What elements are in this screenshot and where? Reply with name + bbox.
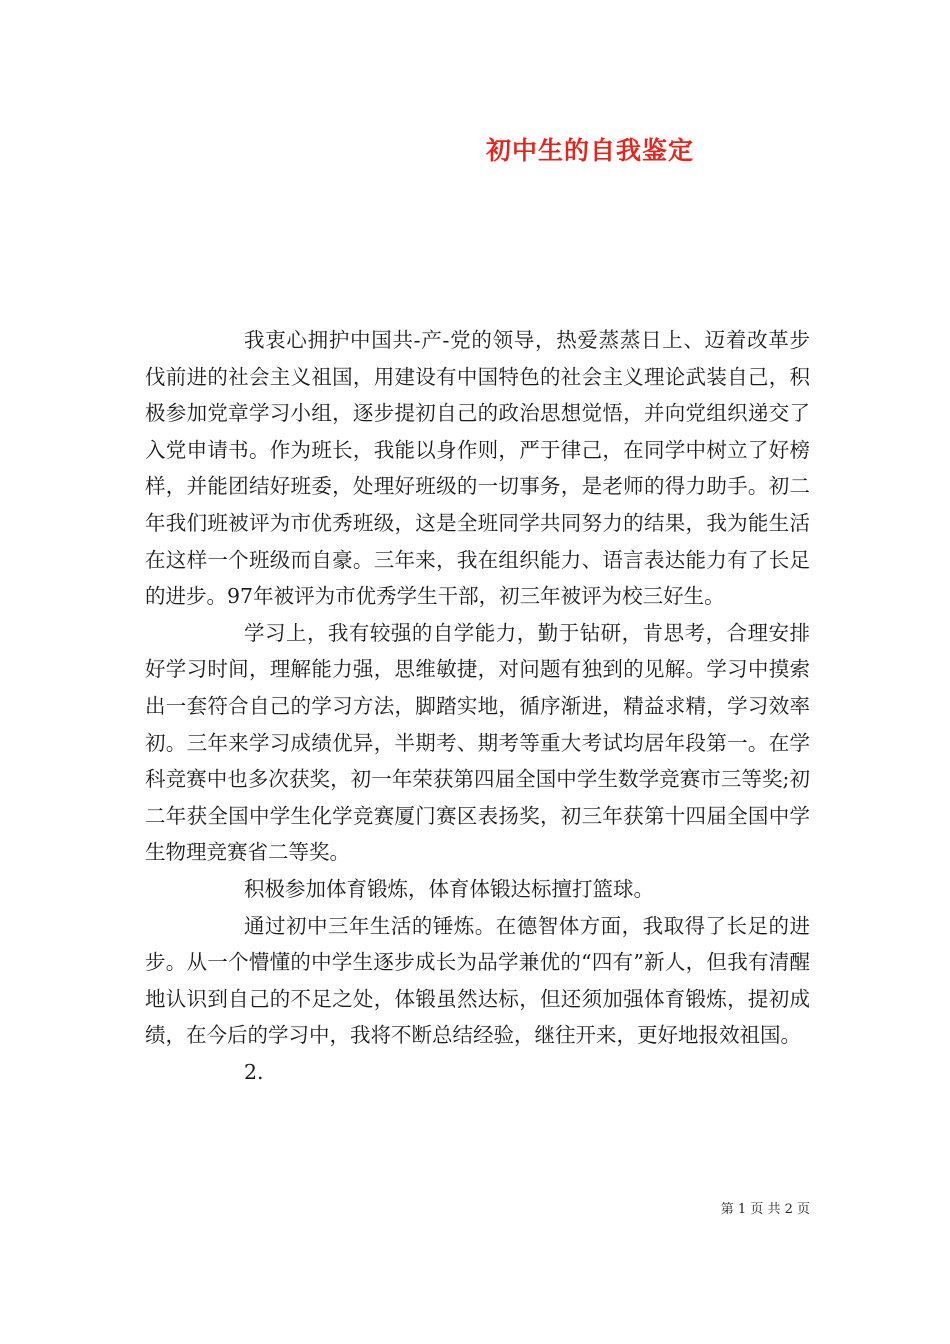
paragraph-political: 我衷心拥护中国共-产-党的领导，热爱蒸蒸日上、迈着改革步伐前进的社会主义祖国，用建设有中国特色的社会主义理论武装自己，积极参加党章学习小组，逐步提初自己的政治思想觉悟，并向党组织递交了入党申请书。作为班长，我能以身作则，严于律己，在同学中树立了好榜样，并能团结好班委，处理好班级的一切事务，是老师的得力助手。初二年我们班被评为市优秀班级，这是全班同学共同努力的结果，我为能生活在这样一个班级而自豪。三年来，我在组织能力、语言表达能力有了长足的进步。97年被评为市优秀学生干部，初三年被评为校三好生。 <box>145 328 810 609</box>
document-title: 初中生的自我鉴定 <box>485 136 694 165</box>
item-number: 2. <box>244 1059 264 1084</box>
paragraph-summary: 通过初中三年生活的锤炼。在德智体方面，我取得了长足的进步。从一个懵懂的中学生逐步成长为品学兼优的“四有”新人，但我有清醒地认识到自己的不足之处，体锻虽然达标，但还须加强体育锻炼，提初成绩，在今后的学习中，我将不断总结经验，继往开来，更好地报效祖国。 <box>145 913 810 1048</box>
document-body <box>145 322 810 1090</box>
page-number-footer: 第 1 页 共 2 页 <box>720 1202 810 1217</box>
paragraph-sports: 积极参加体育锻炼，体育体锻达标擅打篮球。 <box>244 876 654 901</box>
paragraph-study: 学习上，我有较强的自学能力，勤于钻研，肯思考，合理安排好学习时间，理解能力强，思维敏捷，对问题有独到的见解。学习中摸索出一套符合自己的学习方法，脚踏实地，循序渐进，精益求精，学习效率初。三年来学习成绩优异，半期考、期考等重大考试均居年段第一。在学科竞赛中也多次获奖，初一年荣获第四届全国中学生数学竞赛市三等奖;初二年获全国中学生化学竞赛厦门赛区表扬奖，初三年获第十四届全国中学生物理竞赛省二等奖。 <box>145 620 810 865</box>
